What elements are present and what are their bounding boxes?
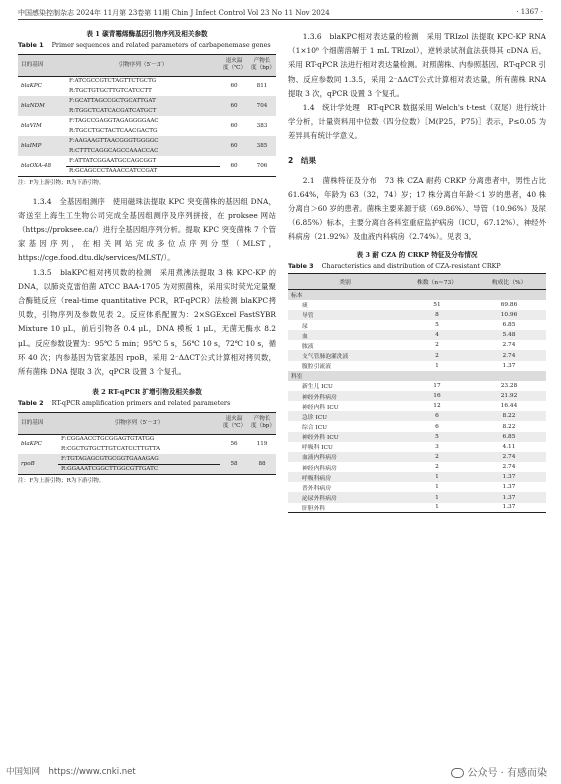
table3-caption-en [288,262,546,271]
t3-pct: 2.74 [502,342,516,349]
table-category-row [288,290,546,300]
table3 [288,273,546,513]
t1-forward-primer: F:TAGCCGAGGTAGAGGGGAAC [69,118,159,124]
t1-temp: 60 [230,123,238,129]
table-row [288,340,546,350]
table-row [288,391,546,401]
table3-caption-en-text: Characteristics and distribution of CZA-resistant CRKP [321,261,501,270]
table-row [288,401,546,411]
t3-count: 1 [402,492,472,502]
table1 [18,54,276,177]
t1-reverse-primer: R:GCAGCCCTAAACCATCCGAT [66,166,220,176]
t3-count: 6 [435,423,439,430]
t3-pct: 1.37 [472,492,546,502]
t3-pct: 5.48 [472,330,546,340]
t3-pct [472,290,546,300]
t1-temp: 60 [220,136,248,156]
table-row [18,434,276,444]
table-row [288,361,546,371]
t3-count: 51 [433,301,441,308]
table1-caption-en-text: Primer sequences and related parameters of carbapenemase genes [51,41,271,49]
table-row [288,462,546,472]
t3-pct: 8.22 [502,423,516,430]
t3-label: 尿 [302,323,308,330]
table2-tag: Table 2 [18,399,44,408]
table-row [18,76,276,86]
t3-count: 16 [402,391,472,401]
t2-len: 88 [248,454,276,474]
t1-reverse-primer: R:TGCTGTGCTTGTCATCCTT [69,88,152,94]
t1-len: 704 [248,96,276,116]
t2-col-temp: 退火温度（℃） [220,412,248,434]
t3-pct [472,371,546,381]
t2-len: 119 [256,441,268,448]
t1-gene: blaNDM [18,96,66,116]
t1-col-temp: 退火温度（℃） [220,54,248,76]
t3-label: 血液内科病房 [288,452,402,462]
t1-gene: blaOXA-48 [18,156,66,176]
para-2-1: 2.1 菌株特征及分布 73 株 CZA 耐药 CRKP 分离患者中，男性占比 61.64%，年龄为 63（32，74）岁；17 株分离自年龄＜1 岁的患者，40 株分离自＞60 岁的患者。菌株主要来源于痰（69.86%）、导管（10.96%）及尿（6.85%）标本，主要分离自各科室重症监护病房（ICU，67.12%）、神经外科病房（21.92%）及血液内科病房（2.74%）。见表 3。 [288,175,546,242]
t3-count: 5 [402,432,472,442]
t3-count: 2 [435,464,439,471]
t1-len: 706 [248,156,276,176]
table-category-row [288,371,546,381]
table-row [288,320,546,330]
left-column [18,30,276,484]
t3-count: 4 [402,330,472,340]
table-row [288,330,546,340]
table3-caption-cn: 表 3 耐 CZA 的 CRKP 特征及分布情况 [356,250,478,259]
t1-temp: 60 [220,96,248,116]
t3-label: 综合 ICU [302,425,328,432]
t3-count: 2 [402,350,472,360]
table-row [288,411,546,421]
table1-note: 注：F为上游引物；R为下游引物。 [18,179,105,186]
t1-col-gene: 目的基因 [18,54,66,76]
table-row [288,452,546,462]
t1-gene: blaVIM [21,123,42,129]
t2-col-gene: 目的基因 [18,412,58,434]
page-number: · 1367 · [516,8,543,16]
t3-label: 普外科病房 [302,485,331,492]
t3-pct: 2.74 [472,452,546,462]
t3-pct: 23.28 [500,382,518,389]
t1-forward-primer: F:GCATTAGCCGCTGCATTGAT [66,96,220,106]
t1-forward-primer: F:AAGAAGTTAACGGGTGGGGC [66,136,220,146]
t2-forward-primer: F:TGTAGAGCGTGCGGTGAAAGAG [58,454,220,464]
t3-label: 肝胆外科 [288,503,402,513]
para-1-3-4: 1.3.4 全基因组测序 使用磁珠法提取 KPC 突变菌株的基因组 DNA，寄送至上海生工生物公司完成全基因组测序及序列拼接，在 proksee 网站（https://proksee.ca/）进行全基因组序列分析。提取 KPC 突变菌株 7 个管家基因序列，在相关网站完成多位点序列分型（MLST，https://cge.food.dtu.dk/services/MLST/）。 [18,196,276,263]
t1-col-len: 产物长度（bp） [248,54,276,76]
t3-pct: 10.96 [472,310,546,320]
t3-count [402,290,472,300]
t1-len: 383 [256,123,268,129]
t3-label: 血 [288,330,402,340]
t1-gene: blaIMP [18,136,66,156]
t3-label: 支气管肺泡灌洗液 [288,350,402,360]
table-row [288,300,546,310]
para-1-3-6: 1.3.6 blaKPC相对表达量的检测 采用 TRIzol 法提取 KPC-KP RNA（1×10⁸ 个细菌溶解于 1 mL TRIzol），逆转录试剂盒法获得其 cDNA 后，采用 RT-qPCR 法进行相对表达量检测。对照菌株、内参照基因、RT-qPCR 引物、反应参数同 1.3.5，采用 2⁻ΔΔCT公式计算相对表达量，所有菌株 RNA 提取 3 次，qPCR 设置 3 个复孔。 [288,32,546,98]
t3-label: 呼吸科 ICU [302,445,333,452]
table-row [288,492,546,502]
t3-label: 急诊 ICU [288,411,402,421]
t3-pct: 4.11 [502,443,516,450]
para-1-3-5: 1.3.5 blaKPC相对拷贝数的检测 采用煮沸法提取 3 株 KPC-KP 的 DNA，以肺炎克雷伯菌 ATCC BAA-1705 为对照菌株，采用实时荧光定量聚合酶链反应（real-time quantitative PCR，RT-qPCR）法检测 blaKPC拷贝数，引物序列及参数见表 2。反应体系配置为：2×SGExcel FastSYBR Mixture 10 μL，前后引物各 0.4 μL，DNA 模板 1 μL，无菌无酶水 8.2 μL。反应参数设置为：95℃ 5 min；95℃ 5 s，56℃ 10 s，72℃ 10 s，循环 40 次；内参基因为管家基因 rpoB，采用 2⁻ΔΔCT公式计算相对拷贝数，所有菌株 DNA 提取 3 次，qPCR 设置 3 个复孔。 [18,267,276,376]
t1-reverse-primer: R:TGGCTCATCACGATCATGCT [66,106,220,116]
t3-pct: 2.74 [502,464,516,471]
t3-label: 新生儿 ICU [302,384,333,391]
table3-tag: Table 3 [288,261,314,270]
table2-caption-cn: 表 2 RT-qPCR 扩增引物及相关参数 [92,388,202,397]
t3-count: 12 [433,403,441,410]
t2-gene: rpoB [18,454,58,474]
table-row [288,310,546,320]
t3-label: 脓液 [302,343,314,350]
t3-count: 1 [435,362,439,369]
t3-pct: 6.85 [472,432,546,442]
t3-pct: 16.44 [500,403,518,410]
t3-label: 神经外科病房 [288,391,402,401]
t3-label: 泌尿外科病房 [288,492,402,502]
table2-caption-en-text: RT-qPCR amplification primers and related parameters [51,399,231,408]
t1-temp: 60 [230,83,238,90]
table-row [288,503,546,513]
table-row [18,136,276,146]
t1-reverse-primer: R:CTTTCAGGCAGCCAAACCAC [66,146,220,156]
table-row [18,116,276,126]
journal-header-title: 中国感染控制杂志 2024年 11月第 23卷第 11期 Chin J Infect Control Vol 23 No 11 Nov 2024 [18,9,330,17]
t1-gene: blaKPC [21,83,42,90]
t3-count: 1 [402,503,472,513]
t3-count: 6 [402,411,472,421]
table-row [18,156,276,166]
t3-count: 3 [435,443,439,450]
t3-label: 腹腔引流液 [302,364,331,371]
t1-reverse-primer: R:TGCCTGCTACTCAACGACTG [69,128,158,134]
t2-forward-primer: F:CGGAACCTGCGGAGTGTATGG [61,436,155,443]
t2-reverse-primer: R:CGCTGTGCTTGTCATCCTTGTTA [61,446,161,453]
table-row [288,421,546,431]
t3-label: 神经内科病房 [302,465,337,472]
t2-temp: 56 [230,441,238,448]
table2-note: 注：F为上游引物；R为下游引物。 [18,477,105,484]
journal-header [18,6,543,20]
footer [0,760,561,784]
t2-col-len: 产物长度（bp） [248,412,276,434]
t3-count [402,371,472,381]
t3-pct: 2.74 [472,350,546,360]
table1-tag: Table 1 [18,41,44,49]
t3-label: 标本 [288,290,402,300]
t3-col-category: 类别 [288,274,402,290]
t3-count: 5 [435,322,439,329]
table-row [288,432,546,442]
t3-pct: 21.92 [472,391,546,401]
table-row [18,96,276,106]
table1-caption-en [18,41,276,50]
t1-forward-primer: F:ATTATCGGAATGCCAGCGGT [66,156,220,166]
t3-count: 17 [433,382,441,389]
t3-label: 科室 [288,371,402,381]
t3-col-pct: 构成比（%） [472,274,546,290]
t3-col-count: 株数（n＝73） [402,274,472,290]
right-column [288,30,546,513]
t1-len: 385 [248,136,276,156]
t3-label: 神经内科 ICU [302,404,339,411]
t1-temp: 60 [220,156,248,176]
t3-label: 痰 [302,303,308,310]
t1-col-seq: 引物序列（5′－3′） [66,54,220,76]
t1-len: 811 [256,83,268,90]
table-row [18,454,276,464]
t2-col-seq: 引物序列（5′－3′） [58,412,220,434]
table1-caption-cn: 表 1 碳青霉烯酶基因引物序列及相关参数 [86,30,208,38]
t3-pct: 69.86 [500,301,518,308]
t3-pct: 1.37 [502,484,516,491]
t3-count: 1 [402,472,472,482]
t2-gene: blaKPC [21,441,42,448]
t3-pct: 1.37 [472,472,546,482]
wechat-watermark [451,764,547,779]
table-row [288,442,546,452]
t3-label: 神经外科 ICU [288,432,402,442]
t3-pct: 1.37 [472,503,546,513]
para-1-4: 1.4 统计学处理 RT-qPCR 数据采用 Welch's t-test（双尾）进行统计学分析，计量资料用中位数（四分位数）［M(P25，P75)］表示，P≤0.05 为差异具有统计学意义。 [288,103,546,141]
wechat-watermark-text: 公众号 · 有感而染 [467,768,547,779]
t3-count: 2 [402,452,472,462]
t3-count: 2 [435,342,439,349]
t2-reverse-primer: R:GGAAATCGGCTTGGCGTTGATC [58,464,220,474]
table-row [288,350,546,360]
table-row [288,472,546,482]
t3-count: 8 [402,310,472,320]
section-results-heading: 2 结果 [288,155,317,165]
t3-label: 导管 [288,310,402,320]
table2 [18,412,276,475]
t3-pct: 6.85 [502,322,516,329]
table-row [288,482,546,492]
cnki-watermark: 中国知网 https://www.cnki.net [6,767,136,777]
t3-pct: 1.37 [502,362,516,369]
t1-forward-primer: F:ATCGCCGTCTAGTTCTGCTG [69,78,157,85]
wechat-icon [451,768,464,778]
table-row [288,381,546,391]
t3-pct: 8.22 [472,411,546,421]
table2-caption-en [18,399,276,408]
t2-temp: 58 [220,454,248,474]
t3-count: 1 [435,484,439,491]
t3-label: 呼吸科病房 [288,472,402,482]
